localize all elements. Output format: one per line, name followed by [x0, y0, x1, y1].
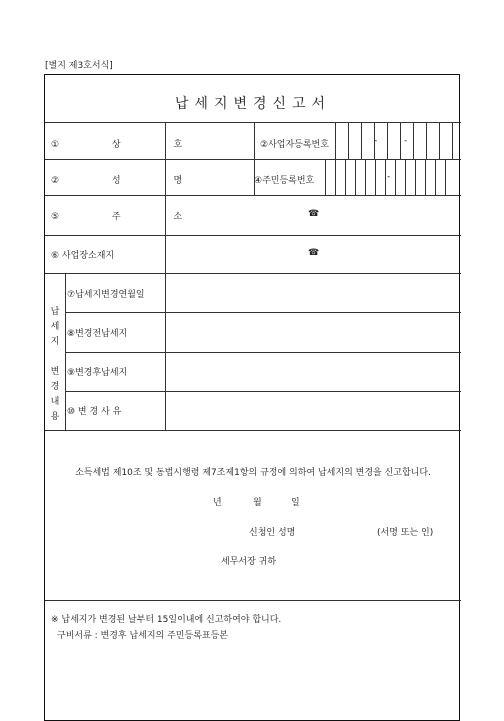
year-unit: 년 [213, 498, 222, 508]
divider [45, 600, 461, 601]
resident-no-label: ④주민등록번호 [254, 176, 315, 186]
note-deadline: ※ 납세지가 변경된 날부터 15일이내에 신고하여야 합니다. [51, 615, 282, 625]
applicant-name-label: 신청인 성명 [249, 528, 296, 538]
dash-separator: - [387, 172, 391, 182]
divider [254, 122, 255, 159]
form-title: 납세지변경신고서 [174, 96, 332, 112]
name-field[interactable] [166, 160, 254, 195]
month-unit: 월 [253, 498, 262, 508]
change-date-field[interactable] [166, 274, 461, 312]
note-required-documents: 구비서류 : 변경후 납세지의 주민등록표등본 [57, 631, 228, 641]
name-label: ② 성 명 [51, 176, 183, 186]
resident-no-boxes[interactable] [325, 159, 461, 195]
declaration-statement: 소득세법 제10조 및 동법시행령 제7조제1항의 규정에 의하여 납세지의 변경을 신고합니다. [75, 468, 431, 478]
change-reason-label: ⑩ 변 경 사 유 [67, 407, 122, 417]
divider [45, 430, 461, 431]
form-number-label: [별지 제3호서식] [45, 61, 113, 71]
address-label: ⑤ 주 소 [51, 212, 183, 222]
prior-location-label: ⑧변경전납세지 [67, 329, 128, 339]
addressee: 세무서장 귀하 [221, 557, 277, 567]
phone-icon: ☎ [308, 248, 320, 258]
prior-location-field[interactable] [166, 313, 461, 352]
new-location-field[interactable] [166, 353, 461, 391]
business-location-label: ⑥ 사업장소재지 [51, 251, 115, 261]
business-reg-no-boxes[interactable] [335, 122, 461, 159]
business-reg-no-label: ②사업자등록번호 [260, 140, 329, 150]
trade-name-field[interactable] [166, 123, 254, 159]
change-reason-field[interactable] [166, 392, 461, 430]
report-form [44, 74, 460, 721]
change-section-side-label: 납 세 지 변 경 내 용 [50, 307, 60, 422]
new-location-label: ⑨변경후납세지 [67, 368, 128, 378]
signature-note: (서명 또는 인) [377, 528, 434, 538]
day-unit: 일 [291, 498, 300, 508]
trade-name-label: ① 상 호 [51, 140, 183, 150]
change-date-label: ⑦납세지변경연월일 [67, 290, 145, 300]
dash-separator: - [404, 136, 408, 146]
dash-separator: - [374, 136, 378, 146]
phone-icon: ☎ [308, 209, 320, 219]
